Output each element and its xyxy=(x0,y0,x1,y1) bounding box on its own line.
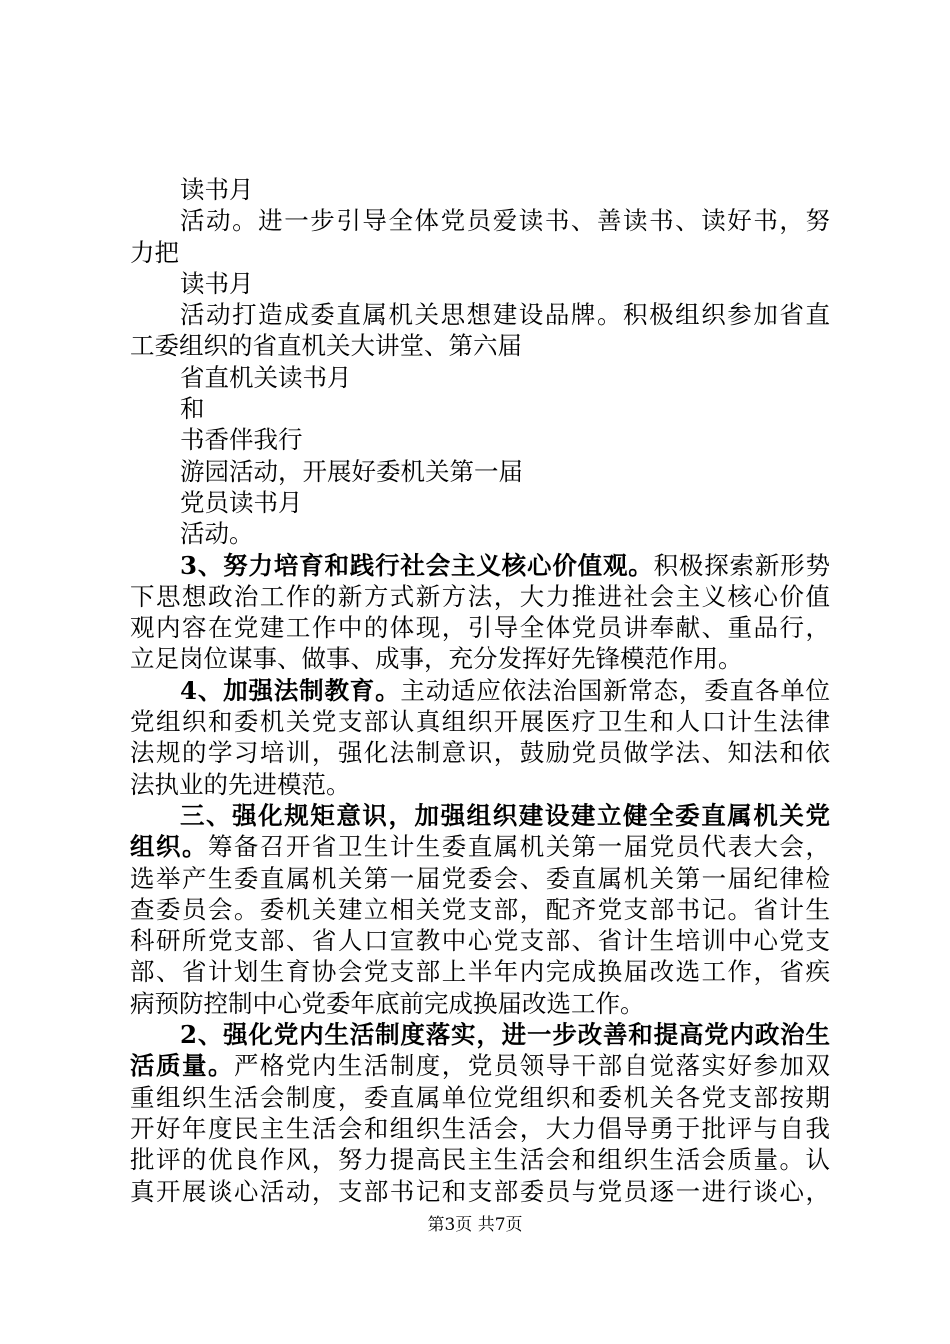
heading-text: 组织。 xyxy=(130,832,208,862)
text-line: 法执业的先进模范。 xyxy=(130,769,351,799)
text-line xyxy=(130,1050,830,1081)
text-line: 开好年度民主生活会和组织生活会，大力倡导勇于批评与自我 xyxy=(130,1113,830,1143)
text-line: 科研所党支部、省人口宣教中心党支部、省计生培训中心党支 xyxy=(130,926,830,956)
text-line: 病预防控制中心党委年底前完成换届改选工作。 xyxy=(130,988,645,1018)
heading-text: 4、加强法制教育。 xyxy=(180,675,401,705)
body-span: 主动适应依法治国新常态，委直各单位 xyxy=(400,675,830,705)
text-line: 批评的优良作风，努力提高民主生活会和组织生活会质量。认 xyxy=(130,1145,830,1175)
text-line xyxy=(130,550,830,581)
page-footer: 第3页 共7页 xyxy=(427,1215,523,1235)
text-line: 活动打造成委直属机关思想建设品牌。积极组织参加省直 xyxy=(180,300,830,330)
text-line: 查委员会。委机关建立相关党支部，配齐党支部书记。省计生 xyxy=(130,894,830,924)
text-line: 法规的学习培训，强化法制意识，鼓励党员做学法、知法和依 xyxy=(130,738,830,768)
body-span: 严格党内生活制度，党员领导干部自觉落实好参加双 xyxy=(233,1051,830,1081)
text-line: 重组织生活会制度，委直属单位党组织和委机关各党支部按期 xyxy=(130,1082,830,1112)
body-text xyxy=(130,174,830,1207)
text-line xyxy=(130,831,830,862)
text-line: 工委组织的省直机关大讲堂、第六届 xyxy=(130,331,522,361)
text-line: 读书月 xyxy=(180,175,254,204)
body-span: 积极探索新形势 xyxy=(653,550,830,580)
text-line: 游园活动，开展好委机关第一届 xyxy=(180,456,523,486)
text-line: 省直机关读书月 xyxy=(180,362,352,392)
text-line: 真开展谈心活动，支部书记和支部委员与党员逐一进行谈心， xyxy=(130,1176,830,1206)
text-line: 力把 xyxy=(130,237,179,267)
text-line: 部、省计划生育协会党支部上半年内完成换届改选工作，省疾 xyxy=(130,957,830,987)
text-line: 选举产生委直属机关第一届党委会、委直属机关第一届纪律检 xyxy=(130,863,830,893)
heading-text: 活质量。 xyxy=(130,1051,234,1081)
text-line xyxy=(130,675,830,706)
text-line xyxy=(130,800,830,831)
text-line: 党员读书月 xyxy=(180,487,303,517)
text-line: 党组织和委机关党支部认真组织开展医疗卫生和人口计生法律 xyxy=(130,707,830,737)
heading-text: 2、强化党内生活制度落实，进一步改善和提高党内政治生 xyxy=(180,1020,830,1050)
text-line: 读书月 xyxy=(180,268,254,298)
body-span: 筹备召开省卫生计生委直属机关第一届党员代表大会， xyxy=(207,832,830,862)
heading-text: 3、努力培育和践行社会主义核心价值观。 xyxy=(180,550,654,580)
text-line: 立足岗位谋事、做事、成事，充分发挥好先锋模范作用。 xyxy=(130,644,743,674)
text-line: 观内容在党建工作中的体现，引导全体党员讲奉献、重品行， xyxy=(130,613,830,643)
text-line: 下思想政治工作的新方式新方法，大力推进社会主义核心价值 xyxy=(130,581,830,611)
heading-text: 三、强化规矩意识，加强组织建设建立健全委直属机关党 xyxy=(180,800,830,830)
text-line xyxy=(130,1019,830,1050)
text-line: 和 xyxy=(180,394,205,424)
text-line: 书香伴我行 xyxy=(180,425,303,455)
text-line: 活动。进一步引导全体党员爱读书、善读书、读好书，努 xyxy=(180,206,830,236)
text-line: 活动。 xyxy=(180,519,254,549)
